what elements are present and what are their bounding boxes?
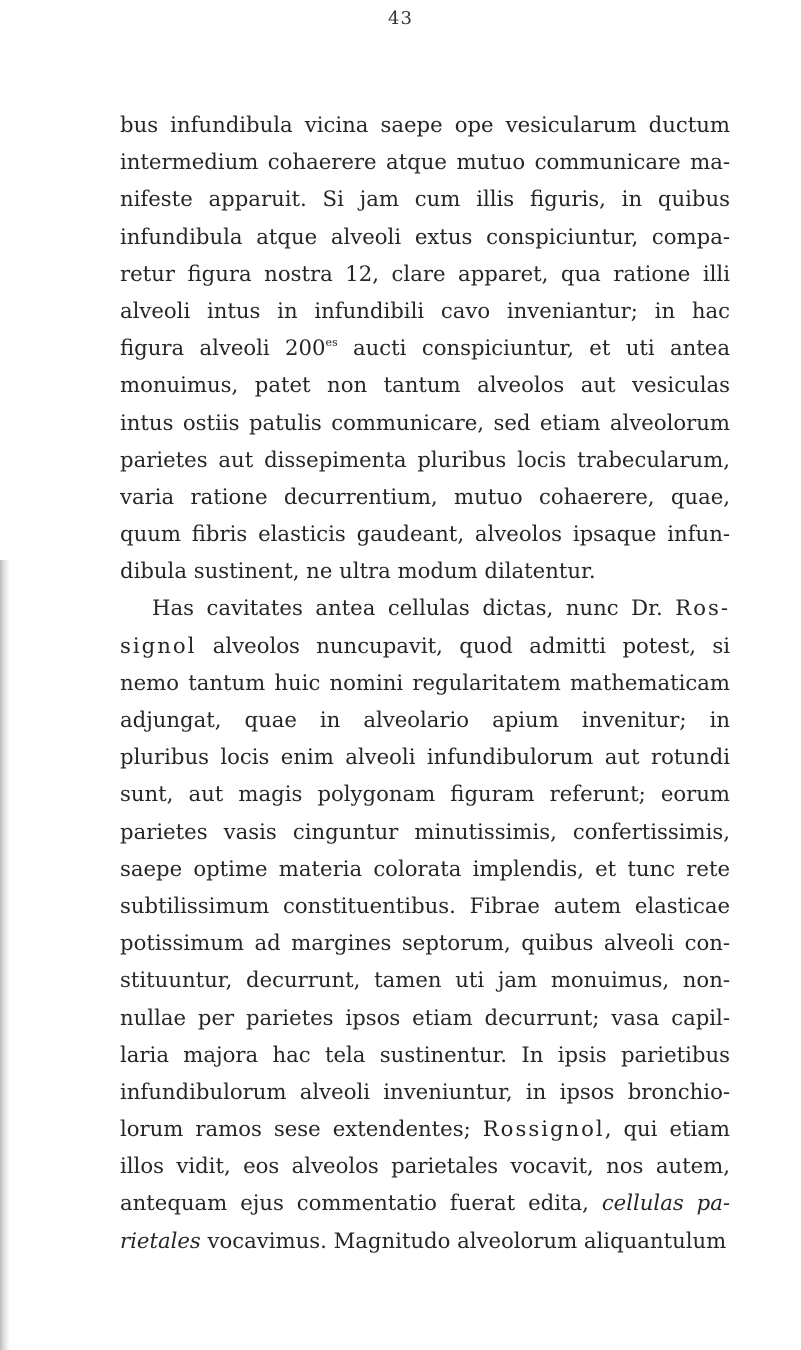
text-run: nemo tantum huic nomini regularitatem mathematicam (120, 669, 730, 695)
text-line (120, 255, 730, 292)
text-line (120, 143, 730, 180)
text-line (120, 180, 730, 217)
spaced-name: Rossignol (482, 1116, 605, 1142)
superscript: es (325, 336, 338, 350)
text-run: illos vidit, eos alveolos parietales vocavit, nos autem, (120, 1153, 730, 1179)
text-line (120, 218, 730, 255)
text-run: lorum ramos sese extendentes; (120, 1116, 483, 1142)
text-run: subtilissimum constituentibus. Fibrae autem elasticae (120, 892, 730, 918)
italic-text: rietales (120, 1227, 201, 1253)
spaced-name: signol (120, 632, 197, 658)
body-text (120, 106, 730, 1259)
text-run: antequam ejus commentatio fuerat edita, (120, 1190, 602, 1216)
text-run: parietes vasis cinguntur minutissimis, confertissimis, (120, 818, 730, 844)
text-run: aucti conspiciuntur, et uti antea (337, 335, 730, 361)
text-run: Has cavitates antea cellulas dictas, nunc Dr. (152, 595, 676, 621)
text-run: pluribus locis enim alveoli infundibulorum aut rotundi (120, 744, 730, 770)
text-run: intus ostiis patulis communicare, sed etiam alveolorum (120, 409, 730, 435)
text-line (120, 924, 730, 961)
text-line (120, 664, 730, 701)
text-line (120, 515, 730, 552)
text-run: nullae per parietes ipsos etiam decurrunt; vasa capil- (120, 1004, 730, 1030)
text-line (120, 329, 730, 366)
text-line (120, 292, 730, 329)
text-line (120, 775, 730, 812)
text-line (120, 850, 730, 887)
page-number: 43 (388, 8, 413, 29)
text-line (120, 701, 730, 738)
text-run: potissimum ad margines septorum, quibus alveoli con- (120, 930, 730, 956)
text-line (120, 589, 730, 626)
text-line (120, 441, 730, 478)
text-line (120, 999, 730, 1036)
text-run: adjungat, quae in alveolario apium invenitur; in (120, 707, 730, 732)
text-line (120, 961, 730, 998)
text-run: infundibulorum alveoli inveniuntur, in ipsos bronchio- (120, 1078, 730, 1104)
text-run: alveolos nuncupavit, quod admitti potest, si (196, 632, 730, 658)
spaced-name: Ros- (675, 595, 730, 621)
text-line (120, 813, 730, 850)
text-run: parietes aut dissepimenta pluribus locis trabecularum, (120, 446, 730, 472)
text-run: laria majora hac tela sustinentur. In ipsis parietibus (120, 1041, 730, 1067)
text-run: , qui etiam (604, 1116, 730, 1142)
text-line (120, 1222, 730, 1259)
text-run: quum fibris elasticis gaudeant, alveolos ipsaque infun- (120, 521, 730, 547)
text-run: intermedium cohaerere atque mutuo communicare ma- (120, 149, 730, 175)
page-edge-shadow (0, 560, 10, 1350)
text-line (120, 1073, 730, 1110)
text-line (120, 1110, 730, 1147)
text-run: dibula sustinent, ne ultra modum dilatentur. (120, 558, 596, 584)
text-run: saepe optime materia colorata implendis, et tunc rete (120, 855, 730, 881)
text-line (120, 1147, 730, 1184)
text-run: stituuntur, decurrunt, tamen uti jam monuimus, non- (120, 967, 730, 993)
text-line (120, 887, 730, 924)
text-line (120, 1184, 730, 1221)
text-line (120, 1036, 730, 1073)
text-run: bus infundibula vicina saepe ope vesicularum ductum (120, 112, 730, 137)
text-run: alveoli intus in infundibili cavo inveniantur; in hac (120, 297, 730, 323)
text-run: monuimus, patet non tantum alveolos aut vesiculas (120, 372, 730, 398)
text-run: figura alveoli 200 (120, 335, 326, 361)
text-line (120, 106, 730, 143)
text-run: varia ratione decurrentium, mutuo cohaerere, quae, (120, 483, 730, 509)
text-run: sunt, aut magis polygonam figuram referunt; eorum (120, 781, 730, 807)
text-run: infundibula atque alveoli extus conspiciuntur, compa- (120, 223, 730, 249)
text-line (120, 404, 730, 441)
text-run: nifeste apparuit. Si jam cum illis figuris, in quibus (120, 186, 730, 212)
text-run: vocavimus. Magnitudo alveolorum aliquantulum (200, 1227, 727, 1253)
text-line (120, 366, 730, 403)
text-line (120, 478, 730, 515)
text-line (120, 627, 730, 664)
text-line (120, 738, 730, 775)
text-run: retur figura nostra 12, clare apparet, qua ratione illi (120, 260, 730, 286)
text-line (120, 552, 730, 589)
italic-text: cellulas pa- (601, 1190, 730, 1216)
